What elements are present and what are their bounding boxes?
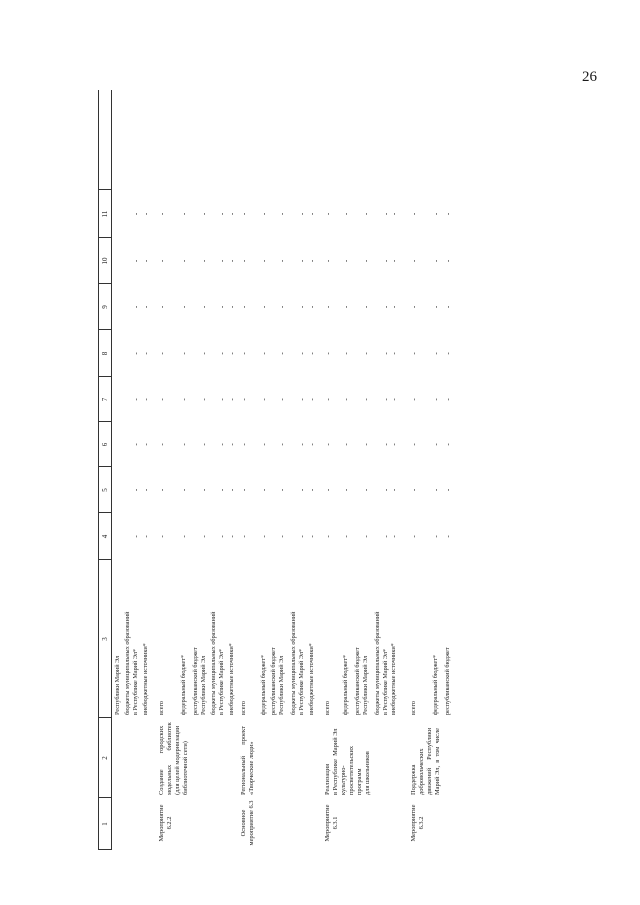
value-cell: - <box>240 535 248 538</box>
value-cell: - <box>240 259 248 263</box>
value-cell: - <box>390 488 398 492</box>
value-cell: - <box>180 443 188 446</box>
value-cell: - <box>218 443 226 446</box>
value-cell: - <box>260 443 268 446</box>
value-cell: - <box>218 488 226 492</box>
column-header: 6 <box>101 442 109 447</box>
value-cell: - <box>390 305 398 309</box>
value-cell: - <box>142 488 150 492</box>
value-cell: - <box>142 305 150 309</box>
value-cell: - <box>218 305 226 309</box>
column-header: 4 <box>101 534 109 539</box>
value-cell: - <box>298 443 306 446</box>
value-cell: - <box>362 488 370 492</box>
value-cell: - <box>342 259 350 263</box>
value-cell: - <box>142 352 150 355</box>
value-cell: - <box>432 305 440 309</box>
funding-source: бюджеты муниципальных образований в Республике Марий Эл* <box>290 611 305 715</box>
value-cell: - <box>260 259 268 263</box>
value-cell: - <box>260 488 268 492</box>
value-cell: - <box>342 443 350 446</box>
column-divider <box>98 283 111 284</box>
value-cell: - <box>228 305 236 309</box>
value-cell: - <box>308 352 316 355</box>
funding-source: республиканский бюджет <box>444 647 451 715</box>
value-cell: - <box>228 443 236 446</box>
value-cell: - <box>342 352 350 355</box>
value-cell: - <box>278 212 286 216</box>
value-cell: - <box>200 352 208 355</box>
value-cell: - <box>410 398 418 401</box>
value-cell: - <box>158 305 166 309</box>
value-cell: - <box>324 488 332 492</box>
column-header: 5 <box>101 488 109 492</box>
value-cell: - <box>260 352 268 355</box>
activity-label: Основное мероприятие 6.3 <box>240 800 255 846</box>
value-cell: - <box>382 535 390 538</box>
value-cell: - <box>444 535 452 538</box>
column-divider <box>98 466 111 467</box>
funding-source: республиканский бюджет Республики Марий Эл <box>270 647 285 715</box>
funding-source: бюджеты муниципальных образований в Республике Марий Эл* <box>210 611 225 715</box>
value-cell: - <box>444 352 452 355</box>
funding-source: федеральный бюджет* <box>342 654 349 715</box>
value-cell: - <box>410 305 418 309</box>
funding-source: федеральный бюджет* <box>260 654 267 715</box>
value-cell: - <box>410 443 418 446</box>
value-cell: - <box>308 305 316 309</box>
value-cell: - <box>324 212 332 216</box>
value-cell: - <box>200 305 208 309</box>
value-cell: - <box>132 212 140 216</box>
value-cell: - <box>308 398 316 401</box>
column-header: 3 <box>101 637 109 641</box>
column-header: 8 <box>101 351 109 356</box>
funding-source: бюджеты муниципальных образований в Республике Марий Эл* <box>124 611 139 715</box>
value-cell: - <box>324 352 332 355</box>
value-cell: - <box>444 488 452 492</box>
column-divider <box>98 189 111 190</box>
value-cell: - <box>142 443 150 446</box>
value-cell: - <box>132 443 140 446</box>
column-divider <box>98 559 111 560</box>
column-divider <box>98 376 111 377</box>
value-cell: - <box>308 212 316 216</box>
column-divider <box>98 849 111 850</box>
funding-source: внебюджетные источники* <box>228 643 235 715</box>
value-cell: - <box>432 443 440 446</box>
value-cell: - <box>240 305 248 309</box>
value-cell: - <box>444 443 452 446</box>
funding-source: внебюджетные источники* <box>390 643 397 715</box>
value-cell: - <box>278 259 286 263</box>
value-cell: - <box>218 535 226 538</box>
column-divider <box>98 717 111 718</box>
column-divider <box>98 237 111 238</box>
value-cell: - <box>362 212 370 216</box>
value-cell: - <box>218 352 226 355</box>
budget-table <box>98 90 618 850</box>
value-cell: - <box>324 443 332 446</box>
activity-name: Реализация в Республике Марий Эл культурно- просветительских программ для школьников <box>324 728 371 795</box>
funding-source: всего <box>324 701 331 715</box>
value-cell: - <box>180 212 188 216</box>
header-bottom-rule <box>111 90 112 850</box>
value-cell: - <box>228 212 236 216</box>
value-cell: - <box>444 212 452 216</box>
funding-source: республиканский бюджет Республики Марий Эл <box>354 647 369 715</box>
value-cell: - <box>324 535 332 538</box>
value-cell: - <box>278 305 286 309</box>
value-cell: - <box>410 352 418 355</box>
value-cell: - <box>362 259 370 263</box>
funding-source: бюджеты муниципальных образований в Республике Марий Эл* <box>374 611 389 715</box>
page-number: 26 <box>582 69 597 85</box>
value-cell: - <box>410 488 418 492</box>
activity-name: Региональный проект «Творческие люди» <box>240 726 255 795</box>
value-cell: - <box>180 398 188 401</box>
value-cell: - <box>278 352 286 355</box>
value-cell: - <box>382 212 390 216</box>
value-cell: - <box>308 259 316 263</box>
value-cell: - <box>180 535 188 538</box>
value-cell: - <box>298 259 306 263</box>
value-cell: - <box>298 398 306 401</box>
value-cell: - <box>410 259 418 263</box>
value-cell: - <box>432 352 440 355</box>
value-cell: - <box>218 398 226 401</box>
value-cell: - <box>432 398 440 401</box>
value-cell: - <box>308 535 316 538</box>
value-cell: - <box>342 488 350 492</box>
value-cell: - <box>260 398 268 401</box>
column-header: 1 <box>101 822 109 826</box>
value-cell: - <box>158 398 166 401</box>
value-cell: - <box>278 488 286 492</box>
value-cell: - <box>132 535 140 538</box>
activity-name: Создание городских модельных библиотек (для целей модернизации библиотечной сети) <box>158 722 189 795</box>
value-cell: - <box>278 398 286 401</box>
value-cell: - <box>382 488 390 492</box>
value-cell: - <box>132 352 140 355</box>
value-cell: - <box>200 259 208 263</box>
value-cell: - <box>158 488 166 492</box>
value-cell: - <box>342 305 350 309</box>
funding-source: Республики Марий Эл <box>114 655 121 715</box>
value-cell: - <box>228 535 236 538</box>
value-cell: - <box>324 259 332 263</box>
activity-name: Поддержка добровольческих движений Республики Марий Эл, в том числе <box>410 727 441 795</box>
value-cell: - <box>324 305 332 309</box>
value-cell: - <box>218 259 226 263</box>
value-cell: - <box>180 305 188 309</box>
column-header: 2 <box>101 756 109 760</box>
column-divider <box>98 797 111 798</box>
value-cell: - <box>260 535 268 538</box>
value-cell: - <box>432 488 440 492</box>
value-cell: - <box>444 259 452 263</box>
column-header: 9 <box>101 305 109 309</box>
value-cell: - <box>362 352 370 355</box>
value-cell: - <box>308 443 316 446</box>
value-cell: - <box>180 488 188 492</box>
value-cell: - <box>228 488 236 492</box>
value-cell: - <box>240 352 248 355</box>
value-cell: - <box>158 443 166 446</box>
value-cell: - <box>410 535 418 538</box>
value-cell: - <box>298 352 306 355</box>
column-header: 7 <box>101 397 109 402</box>
value-cell: - <box>158 259 166 263</box>
funding-source: республиканский бюджет Республики Марий Эл <box>192 647 207 715</box>
value-cell: - <box>382 398 390 401</box>
value-cell: - <box>444 398 452 401</box>
value-cell: - <box>444 305 452 309</box>
value-cell: - <box>324 398 332 401</box>
value-cell: - <box>158 535 166 538</box>
value-cell: - <box>200 488 208 492</box>
value-cell: - <box>390 398 398 401</box>
value-cell: - <box>158 352 166 355</box>
funding-source: федеральный бюджет* <box>180 654 187 715</box>
value-cell: - <box>390 259 398 263</box>
value-cell: - <box>298 488 306 492</box>
value-cell: - <box>382 305 390 309</box>
value-cell: - <box>390 443 398 446</box>
value-cell: - <box>142 212 150 216</box>
rotated-table-content <box>98 90 618 850</box>
value-cell: - <box>278 443 286 446</box>
value-cell: - <box>410 212 418 216</box>
table-top-rule <box>98 90 99 850</box>
value-cell: - <box>200 443 208 446</box>
value-cell: - <box>158 212 166 216</box>
value-cell: - <box>362 535 370 538</box>
funding-source: внебюджетные источники* <box>308 643 315 715</box>
value-cell: - <box>362 398 370 401</box>
column-header: 11 <box>101 210 109 218</box>
value-cell: - <box>390 212 398 216</box>
value-cell: - <box>200 398 208 401</box>
value-cell: - <box>432 535 440 538</box>
value-cell: - <box>298 212 306 216</box>
value-cell: - <box>432 212 440 216</box>
value-cell: - <box>240 398 248 401</box>
value-cell: - <box>200 535 208 538</box>
value-cell: - <box>342 398 350 401</box>
value-cell: - <box>228 352 236 355</box>
funding-source: всего <box>158 701 165 715</box>
value-cell: - <box>180 259 188 263</box>
value-cell: - <box>298 535 306 538</box>
column-divider <box>98 512 111 513</box>
value-cell: - <box>240 488 248 492</box>
value-cell: - <box>362 305 370 309</box>
value-cell: - <box>298 305 306 309</box>
column-divider <box>98 421 111 422</box>
activity-label: Мероприятие 6.3.2 <box>410 804 425 842</box>
value-cell: - <box>142 259 150 263</box>
value-cell: - <box>382 259 390 263</box>
value-cell: - <box>132 259 140 263</box>
activity-label: Мероприятие 6.3.1 <box>324 804 339 842</box>
value-cell: - <box>218 212 226 216</box>
value-cell: - <box>132 398 140 401</box>
value-cell: - <box>240 443 248 446</box>
value-cell: - <box>240 212 248 216</box>
value-cell: - <box>200 212 208 216</box>
value-cell: - <box>228 259 236 263</box>
value-cell: - <box>132 488 140 492</box>
column-header: 10 <box>101 257 109 265</box>
value-cell: - <box>382 352 390 355</box>
value-cell: - <box>142 398 150 401</box>
activity-label: Мероприятие 6.2.2 <box>158 804 173 842</box>
value-cell: - <box>362 443 370 446</box>
value-cell: - <box>260 305 268 309</box>
value-cell: - <box>382 443 390 446</box>
value-cell: - <box>228 398 236 401</box>
value-cell: - <box>390 352 398 355</box>
value-cell: - <box>132 305 140 309</box>
funding-source: федеральный бюджет* <box>432 654 439 715</box>
value-cell: - <box>342 212 350 216</box>
column-divider <box>98 329 111 330</box>
funding-source: внебюджетные источники* <box>142 643 149 715</box>
value-cell: - <box>180 352 188 355</box>
value-cell: - <box>432 259 440 263</box>
value-cell: - <box>390 535 398 538</box>
value-cell: - <box>142 535 150 538</box>
funding-source: всего <box>410 701 417 715</box>
funding-source: всего <box>240 701 247 715</box>
value-cell: - <box>308 488 316 492</box>
value-cell: - <box>278 535 286 538</box>
value-cell: - <box>342 535 350 538</box>
value-cell: - <box>260 212 268 216</box>
